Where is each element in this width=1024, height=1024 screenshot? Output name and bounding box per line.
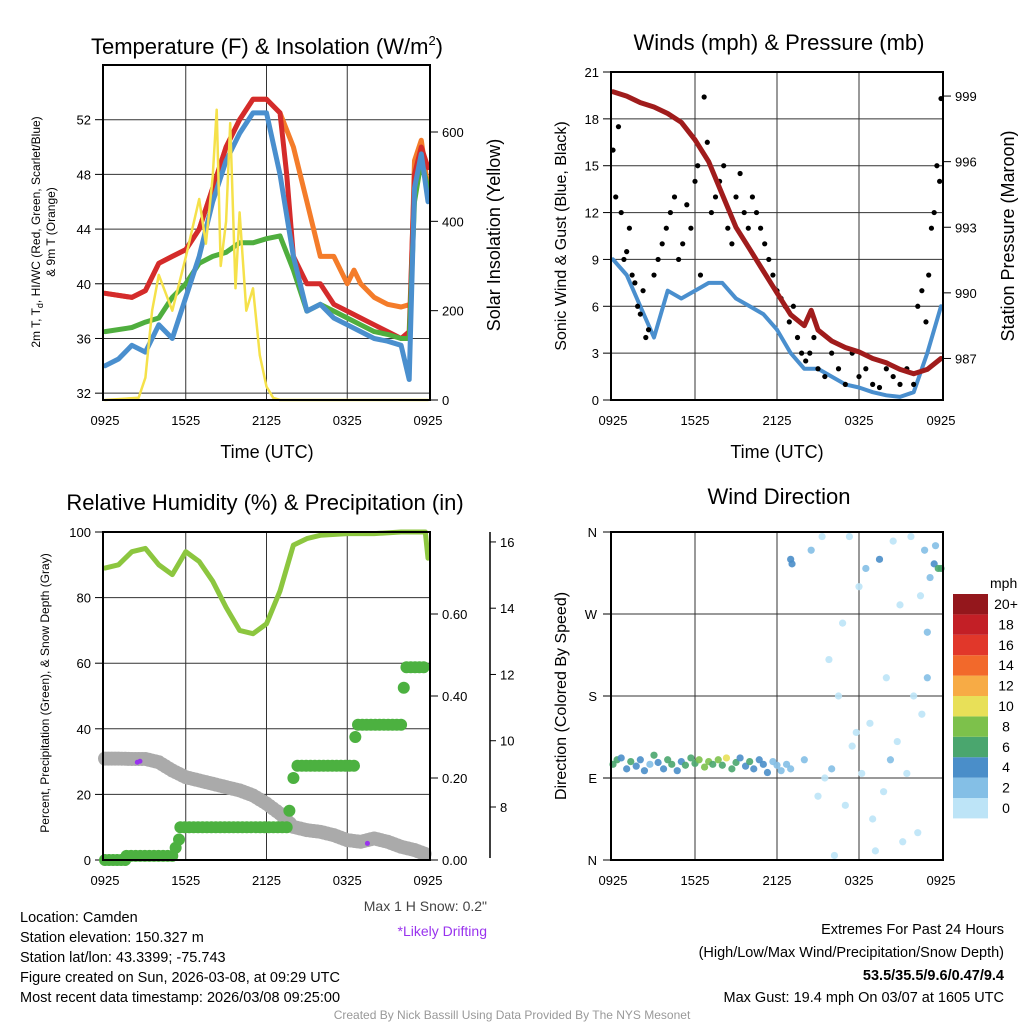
gust-point bbox=[856, 374, 861, 379]
x-tick-label: 1525 bbox=[680, 873, 710, 888]
left-y-tick-label: 18 bbox=[584, 111, 599, 127]
left-y-tick-label: 20 bbox=[76, 787, 91, 803]
gust-point bbox=[803, 358, 808, 363]
direction-point bbox=[737, 754, 744, 761]
gust-point bbox=[695, 163, 700, 168]
direction-point bbox=[641, 767, 648, 774]
left-y-tick-label: 40 bbox=[76, 276, 91, 292]
gust-point bbox=[863, 366, 868, 371]
direction-point bbox=[618, 754, 625, 761]
figure-created: Figure created on Sun, 2026-03-08, at 09:29 UTC bbox=[20, 970, 340, 986]
x-tick-label: 2125 bbox=[252, 873, 281, 888]
x-tick-label: 0325 bbox=[844, 873, 874, 888]
temp-ylabel: 2m T, $T_d$, HI/WC (Red, Green, Scarlet/Blue) bbox=[29, 116, 45, 348]
direction-point bbox=[918, 711, 925, 718]
recent-timestamp: Most recent data timestamp: 2026/03/08 09:25:00 bbox=[20, 990, 341, 1006]
direction-point bbox=[808, 547, 815, 554]
gust-point bbox=[705, 140, 710, 145]
gust-point bbox=[733, 194, 738, 199]
gust-point bbox=[635, 304, 640, 309]
direction-point bbox=[914, 829, 921, 836]
x-tick-label: 1525 bbox=[171, 413, 201, 428]
right-y-tick-label: 0.20 bbox=[442, 771, 468, 786]
gust-point bbox=[709, 210, 714, 215]
gust-point bbox=[836, 366, 841, 371]
left-y-tick-label: 44 bbox=[76, 222, 91, 238]
x-tick-label: 0925 bbox=[926, 413, 956, 428]
x-tick-label: 0325 bbox=[332, 413, 362, 428]
rh-ylabel: Percent, Precipitation (Green), & Snow Depth (Gray) bbox=[38, 553, 52, 833]
direction-point bbox=[828, 765, 835, 772]
gust-point bbox=[884, 366, 889, 371]
station-elevation: Station elevation: 150.327 m bbox=[20, 930, 204, 946]
direction-point bbox=[821, 774, 828, 781]
temp-ylabel-line2: & 9m T (Orange) bbox=[44, 187, 58, 277]
rh-panel-title: Relative Humidity (%) & Precipitation (in) bbox=[66, 490, 464, 515]
direction-point bbox=[728, 765, 735, 772]
left-y-tick-label: 6 bbox=[591, 299, 599, 315]
speed-legend-label: 12 bbox=[998, 677, 1014, 694]
speed-legend-label: 10 bbox=[998, 698, 1014, 714]
precip-point bbox=[398, 682, 410, 694]
gust-point bbox=[672, 194, 677, 199]
gust-point bbox=[897, 382, 902, 387]
direction-point bbox=[668, 761, 675, 768]
direction-point bbox=[750, 765, 757, 772]
gust-point bbox=[684, 202, 689, 207]
direction-point bbox=[655, 759, 662, 766]
gust-point bbox=[619, 210, 624, 215]
x-tick-label: 2125 bbox=[762, 873, 792, 888]
direction-point bbox=[869, 815, 876, 822]
snow-y-tick-label: 12 bbox=[500, 667, 515, 683]
panel-0 bbox=[77, 65, 464, 428]
x-tick-label: 0925 bbox=[413, 413, 443, 428]
direction-point bbox=[921, 547, 928, 554]
gust-point bbox=[698, 272, 703, 277]
direction-point bbox=[862, 565, 869, 572]
direction-point bbox=[839, 620, 846, 627]
panel-2 bbox=[69, 525, 514, 888]
right-y-tick-label: 993 bbox=[955, 220, 977, 236]
snow-y-tick-label: 10 bbox=[500, 733, 515, 749]
direction-point bbox=[855, 583, 862, 590]
direction-point bbox=[778, 767, 785, 774]
temp-xlabel: Time (UTC) bbox=[220, 442, 314, 462]
x-tick-label: 2125 bbox=[762, 413, 792, 428]
max-snow-label: Max 1 H Snow: 0.2" bbox=[363, 898, 487, 914]
left-y-tick-label: 21 bbox=[584, 65, 599, 80]
right-y-tick-label: 0 bbox=[442, 393, 450, 408]
direction-point bbox=[858, 770, 865, 777]
speed-legend-swatch bbox=[953, 798, 988, 818]
drifting-label: *Likely Drifting bbox=[397, 923, 487, 939]
gust-point bbox=[713, 194, 718, 199]
snow-y-tick-label: 16 bbox=[500, 534, 515, 550]
speed-legend-label: 20+ bbox=[994, 596, 1018, 612]
drifting-point bbox=[137, 759, 142, 764]
gust-point bbox=[929, 226, 934, 231]
gust-point bbox=[807, 351, 812, 356]
direction-point bbox=[646, 761, 653, 768]
precip-point bbox=[173, 834, 185, 846]
gust-point bbox=[660, 241, 665, 246]
gust-point bbox=[668, 210, 673, 215]
speed-legend-label: 4 bbox=[1002, 759, 1010, 776]
gust-point bbox=[638, 311, 643, 316]
gust-point bbox=[738, 171, 743, 176]
gust-point bbox=[621, 257, 626, 262]
credit: Created By Nick Bassill Using Data Provided By The NYS Mesonet bbox=[333, 1008, 691, 1022]
precip-point bbox=[418, 661, 430, 673]
right-y-tick-label: 996 bbox=[955, 154, 977, 170]
gust-point bbox=[754, 210, 759, 215]
gust-point bbox=[758, 226, 763, 231]
direction-point bbox=[831, 852, 838, 859]
gust-point bbox=[616, 124, 621, 129]
speed-legend-label: 0 bbox=[1002, 800, 1010, 816]
speed-legend-swatch bbox=[953, 716, 988, 736]
speed-legend-label: 18 bbox=[998, 616, 1014, 633]
gust-point bbox=[646, 327, 651, 332]
left-y-tick-label: 0 bbox=[83, 853, 91, 868]
direction-point bbox=[719, 762, 726, 769]
direction-tick-label: W bbox=[584, 607, 597, 622]
speed-legend-label: 2 bbox=[1002, 779, 1010, 796]
gust-point bbox=[680, 241, 685, 246]
gust-point bbox=[762, 241, 767, 246]
direction-point bbox=[696, 756, 703, 763]
direction-point bbox=[819, 533, 826, 540]
direction-point bbox=[932, 542, 939, 549]
left-y-tick-label: 52 bbox=[76, 112, 91, 128]
wind-y2label: Station Pressure (Maroon) bbox=[998, 130, 1018, 342]
right-y-tick-label: 0.60 bbox=[442, 607, 468, 622]
precip-point bbox=[348, 760, 360, 772]
speed-legend-title: mph bbox=[990, 575, 1018, 591]
direction-point bbox=[926, 574, 933, 581]
wind-panel-title: Winds (mph) & Pressure (mb) bbox=[633, 30, 925, 55]
wind-ylabel: Sonic Wind & Gust (Blue, Black) bbox=[553, 121, 570, 351]
gust-point bbox=[688, 226, 693, 231]
gust-point bbox=[822, 374, 827, 379]
direction-panel-title: Wind Direction bbox=[707, 484, 851, 509]
gust-point bbox=[725, 226, 730, 231]
direction-point bbox=[853, 729, 860, 736]
direction-point bbox=[835, 692, 842, 699]
gust-point bbox=[624, 249, 629, 254]
speed-legend-swatch bbox=[953, 696, 988, 716]
right-y-tick-label: 999 bbox=[955, 89, 977, 105]
right-y-tick-label: 200 bbox=[442, 303, 464, 319]
max-gust: Max Gust: 19.4 mph On 03/07 at 1605 UTC bbox=[723, 990, 1004, 1006]
temp-y2label: Solar Insolation (Yellow) bbox=[484, 138, 504, 332]
direction-point bbox=[633, 763, 640, 770]
direction-point bbox=[746, 758, 753, 765]
gust-point bbox=[843, 382, 848, 387]
gust-point bbox=[746, 226, 751, 231]
direction-point bbox=[883, 674, 890, 681]
gust-point bbox=[919, 288, 924, 293]
left-y-tick-label: 36 bbox=[76, 331, 91, 347]
direction-point bbox=[760, 761, 767, 768]
direction-point bbox=[674, 767, 681, 774]
left-y-tick-label: 40 bbox=[76, 721, 91, 737]
gust-point bbox=[787, 319, 792, 324]
direction-point bbox=[876, 556, 883, 563]
gust-point bbox=[795, 335, 800, 340]
direction-point bbox=[623, 765, 630, 772]
left-y-tick-label: 32 bbox=[76, 386, 91, 402]
gust-point bbox=[791, 304, 796, 309]
direction-point bbox=[880, 788, 887, 795]
speed-legend-label: 6 bbox=[1002, 738, 1010, 755]
direction-point bbox=[637, 756, 644, 763]
direction-point bbox=[924, 674, 931, 681]
gust-point bbox=[926, 272, 931, 277]
precip-point bbox=[349, 731, 361, 743]
speed-legend-swatch bbox=[953, 655, 988, 675]
precip-point bbox=[281, 821, 293, 833]
x-tick-label: 0325 bbox=[332, 873, 362, 888]
direction-point bbox=[842, 802, 849, 809]
gust-point bbox=[750, 194, 755, 199]
left-y-tick-label: 15 bbox=[584, 158, 599, 174]
x-tick-label: 0925 bbox=[90, 873, 120, 888]
gust-point bbox=[656, 257, 661, 262]
direction-point bbox=[907, 533, 914, 540]
gust-point bbox=[870, 382, 875, 387]
x-tick-label: 0925 bbox=[90, 413, 120, 428]
direction-point bbox=[801, 756, 808, 763]
left-y-tick-label: 100 bbox=[69, 525, 91, 540]
direction-tick-label: S bbox=[588, 689, 597, 704]
speed-legend-swatch bbox=[953, 635, 988, 655]
x-tick-label: 1525 bbox=[680, 413, 710, 428]
gust-point bbox=[811, 335, 816, 340]
speed-legend-swatch bbox=[953, 778, 988, 798]
gust-point bbox=[613, 194, 618, 199]
x-tick-label: 0925 bbox=[926, 873, 956, 888]
direction-point bbox=[910, 692, 917, 699]
direction-tick-label: N bbox=[587, 853, 597, 868]
direction-point bbox=[650, 752, 657, 759]
gust-point bbox=[770, 272, 775, 277]
direction-point bbox=[903, 770, 910, 777]
direction-point bbox=[917, 592, 924, 599]
right-y-tick-label: 987 bbox=[955, 351, 977, 367]
speed-legend-label: 14 bbox=[998, 657, 1014, 674]
direction-point bbox=[682, 762, 689, 769]
gust-point bbox=[664, 226, 669, 231]
gust-point bbox=[911, 382, 916, 387]
gust-point bbox=[729, 241, 734, 246]
direction-point bbox=[825, 656, 832, 663]
left-y-tick-label: 60 bbox=[76, 656, 91, 672]
extremes-values: 53.5/35.5/9.6/0.47/9.4 bbox=[862, 968, 1004, 984]
direction-point bbox=[924, 629, 931, 636]
direction-point bbox=[849, 743, 856, 750]
gust-point bbox=[692, 179, 697, 184]
station-latlon: Station lat/lon: 43.3399; -75.743 bbox=[20, 950, 226, 966]
direction-point bbox=[788, 560, 795, 567]
direction-point bbox=[896, 601, 903, 608]
precip-point bbox=[287, 772, 299, 784]
direction-point bbox=[787, 765, 794, 772]
gust-point bbox=[766, 257, 771, 262]
drifting-point bbox=[365, 841, 370, 846]
x-tick-label: 1525 bbox=[171, 873, 201, 888]
snow-y-tick-label: 8 bbox=[500, 799, 508, 815]
direction-point bbox=[899, 838, 906, 845]
extremes-heading: Extremes For Past 24 Hours bbox=[821, 922, 1004, 938]
x-tick-label: 0925 bbox=[598, 413, 628, 428]
x-tick-label: 0925 bbox=[413, 873, 443, 888]
direction-point bbox=[846, 533, 853, 540]
precip-point bbox=[283, 805, 295, 817]
gust-point bbox=[702, 94, 707, 99]
direction-point bbox=[872, 847, 879, 854]
left-y-tick-label: 0 bbox=[591, 393, 599, 408]
direction-point bbox=[764, 769, 771, 776]
direction-point bbox=[866, 720, 873, 727]
right-y-tick-label: 990 bbox=[955, 285, 977, 301]
gust-point bbox=[627, 226, 632, 231]
x-tick-label: 0325 bbox=[844, 413, 874, 428]
right-y-tick-label: 400 bbox=[442, 214, 464, 230]
precip-point bbox=[395, 719, 407, 731]
direction-point bbox=[660, 765, 667, 772]
gust-point bbox=[829, 351, 834, 356]
direction-point bbox=[890, 538, 897, 545]
left-y-tick-label: 80 bbox=[76, 590, 91, 606]
direction-point bbox=[894, 738, 901, 745]
speed-legend-swatch bbox=[953, 676, 988, 696]
gust-point bbox=[721, 163, 726, 168]
extremes-subheading: (High/Low/Max Wind/Precipitation/Snow Depth) bbox=[698, 945, 1004, 961]
gust-point bbox=[877, 385, 882, 390]
x-tick-label: 2125 bbox=[252, 413, 281, 428]
x-tick-label: 0925 bbox=[598, 873, 628, 888]
left-y-tick-label: 12 bbox=[584, 205, 599, 221]
panel-3 bbox=[585, 525, 956, 888]
speed-legend-swatch bbox=[953, 614, 988, 634]
gust-point bbox=[676, 257, 681, 262]
left-y-tick-label: 9 bbox=[591, 252, 599, 268]
gust-point bbox=[937, 179, 942, 184]
right-y-tick-label: 0.40 bbox=[442, 689, 468, 704]
left-y-tick-label: 48 bbox=[76, 167, 91, 183]
gust-point bbox=[923, 319, 928, 324]
direction-tick-label: N bbox=[587, 525, 597, 540]
right-y-tick-label: 600 bbox=[442, 125, 464, 140]
gust-point bbox=[891, 374, 896, 379]
gust-point bbox=[651, 272, 656, 277]
gust-point bbox=[632, 280, 637, 285]
wind-xlabel: Time (UTC) bbox=[730, 442, 824, 462]
speed-legend-label: 8 bbox=[1002, 718, 1010, 735]
gust-point bbox=[640, 288, 645, 293]
panel-1 bbox=[585, 65, 977, 428]
direction-tick-label: E bbox=[588, 771, 597, 786]
temp-panel-title: Temperature (F) & Insolation $(W/m^2)$ bbox=[91, 33, 443, 59]
station-location: Location: Camden bbox=[20, 910, 138, 926]
gust-point bbox=[815, 366, 820, 371]
gust-point bbox=[742, 210, 747, 215]
gust-point bbox=[630, 272, 635, 277]
direction-ylabel: Direction (Colored By Speed) bbox=[553, 591, 570, 801]
speed-legend-label: 16 bbox=[998, 636, 1014, 653]
gust-point bbox=[799, 351, 804, 356]
gust-point bbox=[643, 335, 648, 340]
direction-point bbox=[723, 754, 730, 761]
right-y-tick-label: 0.00 bbox=[442, 853, 468, 868]
speed-legend-swatch bbox=[953, 737, 988, 757]
snow-y-tick-label: 14 bbox=[500, 601, 515, 617]
gust-point bbox=[934, 163, 939, 168]
direction-point bbox=[887, 756, 894, 763]
gust-point bbox=[915, 304, 920, 309]
speed-legend-swatch bbox=[953, 757, 988, 777]
direction-point bbox=[814, 793, 821, 800]
gust-point bbox=[932, 210, 937, 215]
left-y-tick-label: 3 bbox=[591, 346, 599, 362]
speed-legend-swatch bbox=[953, 594, 988, 614]
